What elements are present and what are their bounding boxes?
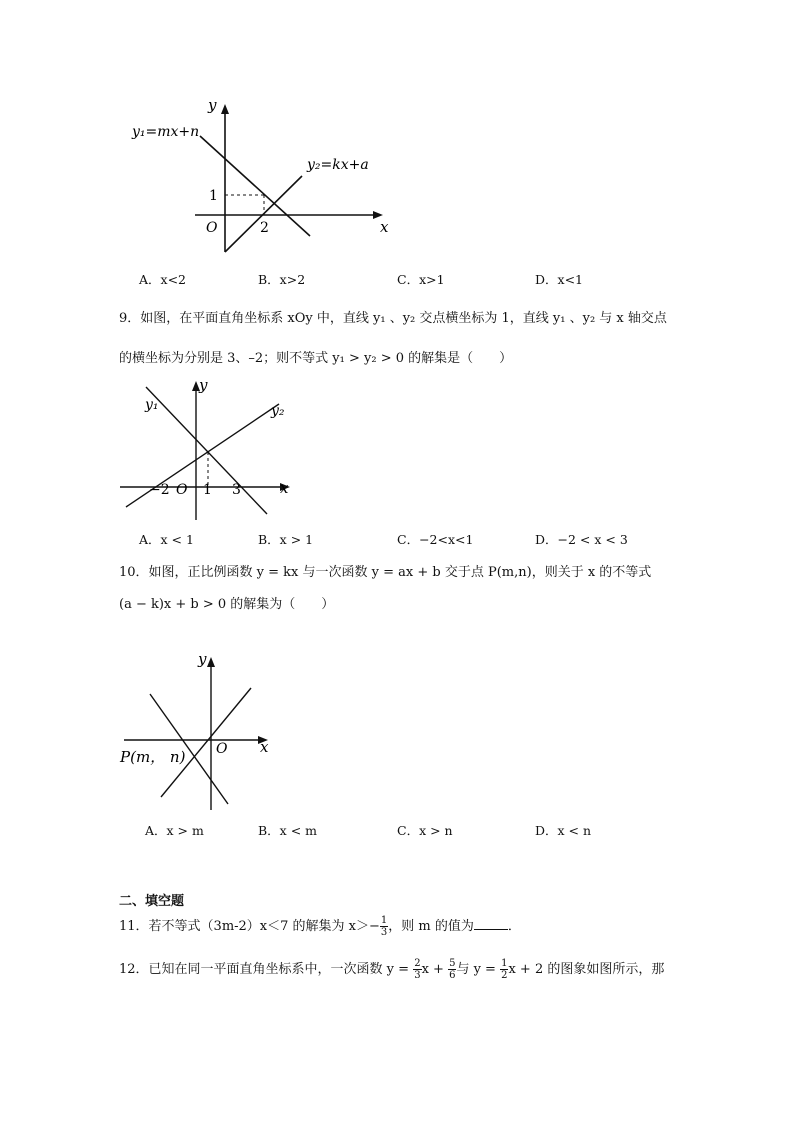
q11-suffix: ，则 m 的值为 <box>388 919 474 934</box>
q10-origin-label: O <box>216 741 228 757</box>
q12-fraction-1 <box>413 958 421 981</box>
q9-line2-label: y₂ <box>271 403 285 419</box>
q9-option-c: C．−2<x<1 <box>397 532 474 547</box>
q12-f3-den: 2 <box>501 970 508 981</box>
q8-option-c: C．x>1 <box>397 272 445 287</box>
q10-y-label: y <box>198 650 207 668</box>
q11-answer-blank[interactable] <box>474 929 508 930</box>
q12-mid1: x + <box>421 962 444 977</box>
q10-y-arrow <box>207 657 215 667</box>
q12-f1-num: 2 <box>414 958 421 969</box>
q10-option-a: A．x > m <box>145 823 204 838</box>
q12-prefix: 12．已知在同一平面直角坐标系中，一次函数 y = <box>119 962 410 977</box>
section-title: 二、填空题 <box>119 894 185 909</box>
q11-text <box>119 915 521 938</box>
q9-option-a: A．x < 1 <box>139 532 194 547</box>
q9-tick-3: 3 <box>232 482 241 498</box>
q9-option-d: D．−2 < x < 3 <box>535 532 628 547</box>
q10-text-line2: (a − k)x + b > 0 的解集为（ ） <box>119 597 335 612</box>
q9-line1-label: y₁ <box>145 397 159 413</box>
q9-option-b: B．x > 1 <box>258 532 314 547</box>
q10-line-kx <box>161 688 251 797</box>
q9-tick-1: 1 <box>203 482 212 498</box>
q9-text-line2: 的横坐标为分别是 3、–2；则不等式 y₁ > y₂ > 0 的解集是（ ） <box>119 351 513 366</box>
q8-origin-label: O <box>206 220 218 236</box>
q12-text <box>119 958 664 981</box>
q9-y-label: y <box>199 376 208 394</box>
q8-option-d: D．x<1 <box>535 272 583 287</box>
q10-option-c: C．x > n <box>397 823 453 838</box>
q12-f2-num: 5 <box>449 958 456 969</box>
q10-point-label: P(m， n) <box>120 748 186 766</box>
q8-y-label: y <box>208 96 217 114</box>
q11-end: ． <box>507 919 521 934</box>
q11-prefix: 11．若不等式（3m-2）x＜7 的解集为 x＞− <box>119 919 380 934</box>
q8-option-a: A．x<2 <box>139 272 187 287</box>
q10-x-label: x <box>260 738 269 756</box>
q8-x-label: x <box>380 218 389 236</box>
q10-option-b: B．x < m <box>258 823 318 838</box>
q12-f1-den: 3 <box>414 970 421 981</box>
q8-option-b: B．x>2 <box>258 272 306 287</box>
q8-line1-label: y₁=mx+n <box>132 124 200 140</box>
q12-f3-num: 1 <box>501 958 508 969</box>
q12-suffix: x + 2 的图象如图所示，那 <box>508 962 665 977</box>
q10-text-line1: 10．如图，正比例函数 y = kx 与一次函数 y = ax + b 交于点 P(m,n)，则关于 x 的不等式 <box>119 565 652 580</box>
q11-frac-den: 3 <box>380 927 388 938</box>
q12-mid2: 与 y = <box>456 962 496 977</box>
q9-text-line1: 9．如图，在平面直角坐标系 xOy 中，直线 y₁ 、y₂ 交点横坐标为 1，直线 y₁ 、y₂ 与 x 轴交点 <box>119 311 667 326</box>
q9-origin-label: O <box>176 482 188 498</box>
q9-x-label: x <box>280 479 289 497</box>
q8-tick-x: 2 <box>260 220 269 236</box>
q12-f2-den: 6 <box>449 970 456 981</box>
q8-line2-label: y₂=kx+a <box>307 157 369 173</box>
q8-tick-y: 1 <box>209 188 218 204</box>
q9-tick-neg2: −2 <box>149 482 170 498</box>
q11-frac-num: 1 <box>380 915 388 926</box>
q10-option-d: D．x < n <box>535 823 592 838</box>
